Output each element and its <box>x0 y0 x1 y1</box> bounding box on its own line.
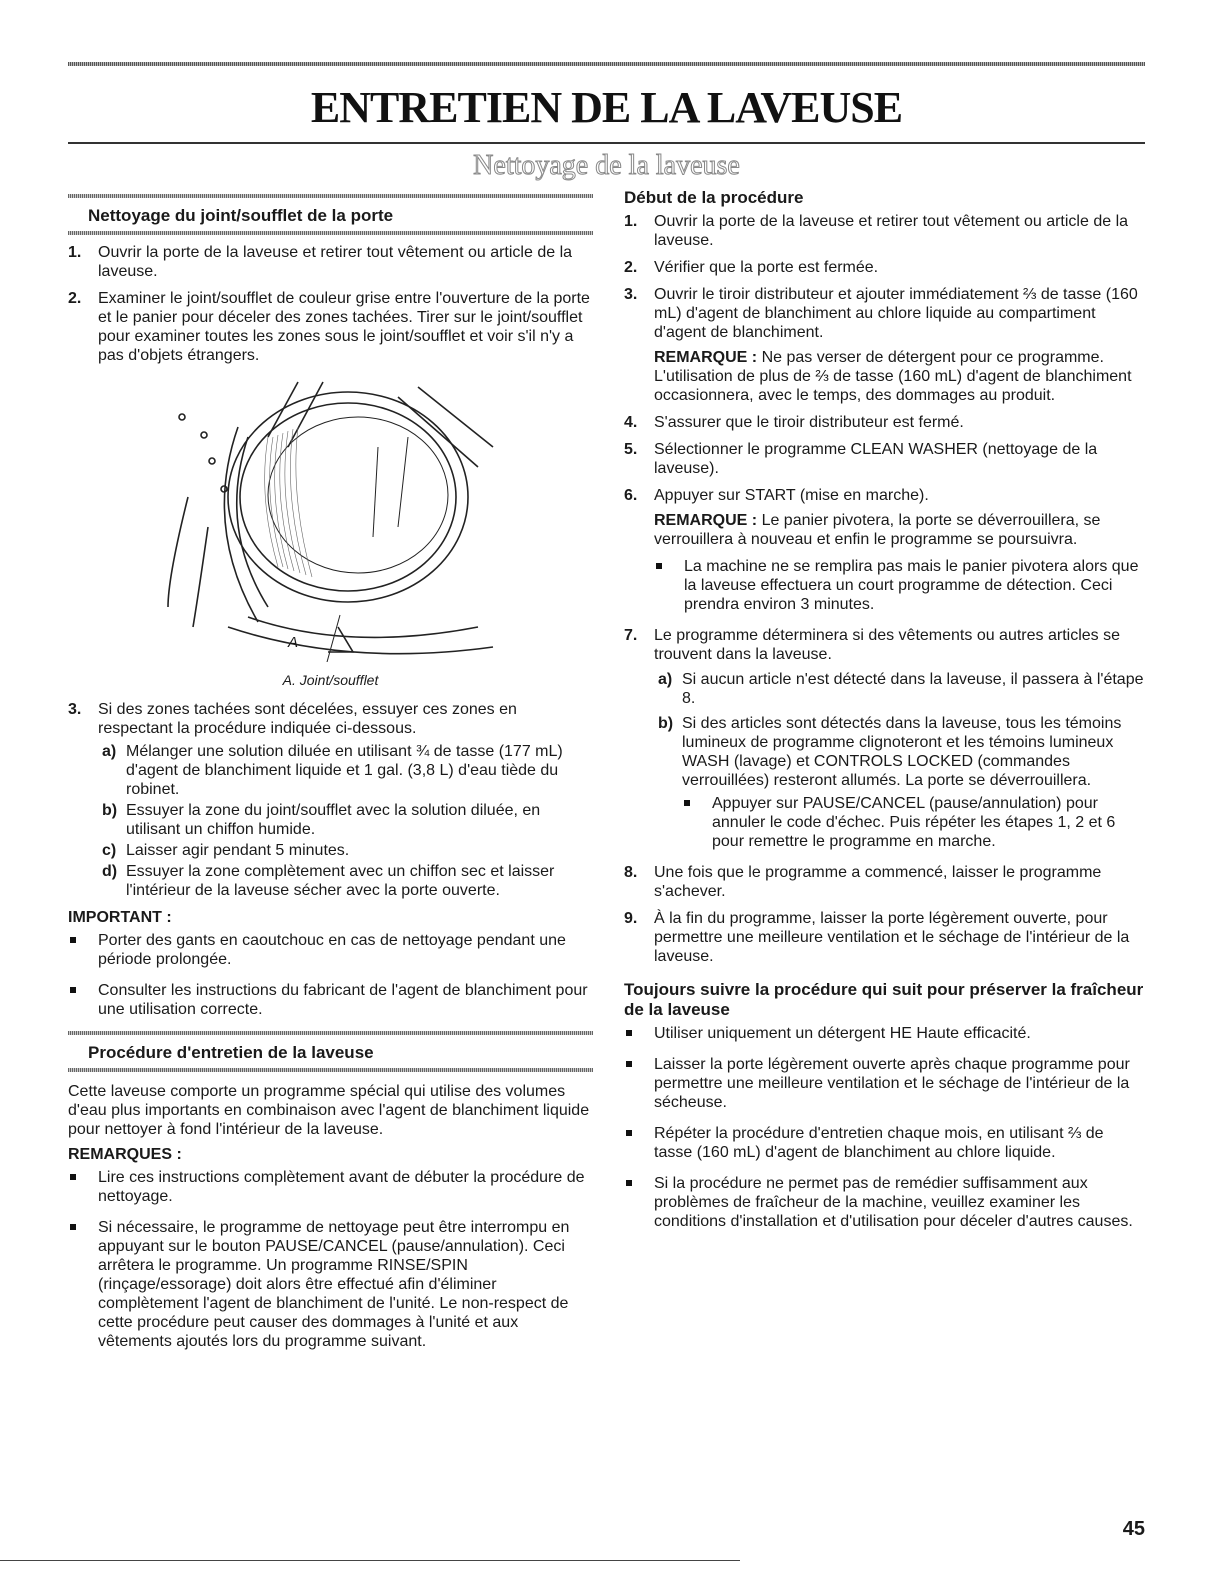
section-title-gasket: Nettoyage du joint/soufflet de la porte <box>88 206 394 225</box>
section-rule <box>68 1068 593 1072</box>
section-title-freshness: Toujours suivre la procédure qui suit pour préserver la fraîcheur de la laveuse <box>624 980 1144 1019</box>
title-rule <box>68 142 1145 144</box>
bottom-rule <box>0 1560 740 1561</box>
list-item: Lire ces instructions complètement avant de débuter la procédure de nettoyage. <box>68 1168 593 1206</box>
remark: REMARQUE : Le panier pivotera, la porte se déverrouillera, se verrouillera à nouveau et enfin le programme se poursuivra. <box>654 512 1101 548</box>
list-item: Répéter la procédure d'entretien chaque mois, en utilisant ⅔ de tasse (160 mL) d'agent de blanchiment au chlore liquide. <box>624 1124 1144 1162</box>
list-item: Utiliser uniquement un détergent HE Haute efficacité. <box>624 1024 1144 1043</box>
procedure-steps <box>624 212 1144 966</box>
page-subtitle: Nettoyage de la laveuse <box>473 150 740 181</box>
list-item: 2. Vérifier que la porte est fermée. <box>624 259 879 276</box>
page-number: 45 <box>1122 1518 1145 1540</box>
list-item: a) Si aucun article n'est détecté dans la laveuse, il passera à l'étape 8. <box>658 671 1144 707</box>
list-item: 1. Ouvrir la porte de la laveuse et retirer tout vêtement ou article de la laveuse. <box>68 244 573 280</box>
gasket-substeps <box>98 742 593 900</box>
maintenance-intro: Cette laveuse comporte un programme spécial qui utilise des volumes d'eau plus importants en combinaison avec l'agent de blanchiment liquide pour nettoyer à fond l'intérieur de la laveuse. <box>68 1083 590 1138</box>
list-item: 9. À la fin du programme, laisser la porte légèrement ouverte, pour permettre une meilleure ventilation et le séchage de l'intérieur de la laveuse. <box>624 910 1130 965</box>
washer-door-gasket-drawing <box>148 377 508 662</box>
section-rule <box>68 231 593 235</box>
top-hatched-rule <box>68 62 1145 66</box>
list-item: a) Mélanger une solution diluée en utilisant ¾ de tasse (177 mL) d'agent de blanchiment liquide et 1 gal. (3,8 L) d'eau tiède du robinet. <box>102 743 563 798</box>
step6-bullets <box>654 557 1144 614</box>
step7-substeps <box>654 670 1144 851</box>
list-item: La machine ne se remplira pas mais le panier pivotera alors que la laveuse effectuera un court programme de détection. Ceci prendra environ 3 minutes. <box>654 557 1144 614</box>
figure-caption: A. Joint/soufflet <box>282 672 379 688</box>
list-item: 7. Le programme déterminera si des vêtements ou autres articles se trouvent dans la laveuse. a) Si aucun article n'est détecté dans la laveuse, il passera à l'étape 8. b) Si des articles sont détectés dans la laveuse, tous les témoins lumineux de programme clignoteront et les témoins lumineux WASH (lavage) et CONTROLS LOCKED (commandes verrouillées) resteront allumés. La porte se déverrouillera. Appuyer sur PAUSE/CANCEL (pause/annulation) pour annuler le code d'échec. Puis répéter les étapes 1, 2 et 6 pour remettre le programme en marche. <box>624 627 1144 850</box>
section-title-maintenance: Procédure d'entretien de la laveuse <box>88 1043 374 1062</box>
right-column <box>624 188 1144 1243</box>
list-item: Laisser la porte légèrement ouverte après chaque programme pour permettre une meilleure ventilation et le séchage de l'intérieur de la sécheuse. <box>624 1055 1144 1112</box>
list-item: Consulter les instructions du fabricant de l'agent de blanchiment pour une utilisation correcte. <box>68 981 593 1019</box>
list-item: 4. S'assurer que le tiroir distributeur est fermé. <box>624 414 964 431</box>
list-item: 2. Examiner le joint/soufflet de couleur grise entre l'ouverture de la porte et le panier pour déceler des zones tachées. Tirer sur le joint/soufflet pour examiner toutes les zones sous le joint/soufflet et voir s'il n'y a pas d'objets étrangers. <box>68 290 590 364</box>
list-item: 5. Sélectionner le programme CLEAN WASHER (nettoyage de la laveuse). <box>624 441 1098 477</box>
list-item: 1. Ouvrir la porte de la laveuse et retirer tout vêtement ou article de la laveuse. <box>624 213 1129 249</box>
list-item: Porter des gants en caoutchouc en cas de nettoyage pendant une période prolongée. <box>68 931 593 969</box>
freshness-list <box>624 1024 1144 1231</box>
important-list <box>68 931 593 1019</box>
list-item: Si nécessaire, le programme de nettoyage peut être interrompu en appuyant sur le bouton PAUSE/CANCEL (pause/annulation). Ceci arrêtera le programme. Un programme RINSE/SPIN (rinçage/essorage) doit alors être effectué afin d'éliminer complètement l'agent de blanchiment de l'unité. Le non-respect de cette procédure peut causer des dommages à l'unité et aux vêtements ajoutés lors du programme suivant. <box>68 1218 593 1351</box>
step7b-bullets <box>682 794 1144 851</box>
list-item: Appuyer sur PAUSE/CANCEL (pause/annulation) pour annuler le code d'échec. Puis répéter les étapes 1, 2 et 6 pour remettre le programme en marche. <box>682 794 1144 851</box>
page-title: ENTRETIEN DE LA LAVEUSE <box>310 83 903 132</box>
gasket-steps <box>68 243 593 365</box>
list-item: b) Essuyer la zone du joint/soufflet avec la solution diluée, en utilisant un chiffon humide. <box>102 802 541 838</box>
door-gasket-illustration <box>68 377 593 667</box>
remarks-label: REMARQUES : <box>68 1146 182 1163</box>
list-item: 3. Ouvrir le tiroir distributeur et ajouter immédiatement ⅔ de tasse (160 mL) d'agent de blanchiment au chlore liquide au compartiment d'agent de blanchiment. REMARQUE : Ne pas verser de détergent pour ce programme. L'utilisation de plus de ⅔ de tasse (160 mL) d'agent de blanchiment occasionnera, avec le temps, des dommages au produit. <box>624 285 1144 405</box>
important-label: IMPORTANT : <box>68 909 172 926</box>
remarks-list <box>68 1168 593 1351</box>
section-title-start-procedure: Début de la procédure <box>624 188 804 207</box>
list-item: 6. Appuyer sur START (mise en marche). REMARQUE : Le panier pivotera, la porte se déverrouillera, se verrouillera à nouveau et enfin le programme se poursuivra. La machine ne se remplira pas mais le panier pivotera alors que la laveuse effectuera un court programme de détection. Ceci prendra environ 3 minutes. <box>624 486 1144 614</box>
gasket-step-3 <box>68 700 593 900</box>
left-column <box>68 194 593 1363</box>
list-item: d) Essuyer la zone complètement avec un chiffon sec et laisser l'intérieur de la laveuse sécher avec la porte ouverte. <box>102 863 555 899</box>
list-item: 8. Une fois que le programme a commencé, laisser le programme s'achever. <box>624 864 1102 900</box>
list-item: 3. Si des zones tachées sont décelées, essuyer ces zones en respectant la procédure indiquée ci-dessous. a) Mélanger une solution diluée en utilisant ¾ de tasse (177 mL) d'agent de blanchiment liquide et 1 gal. (3,8 L) d'eau tiède du robinet. b) Essuyer la zone du joint/soufflet avec la solution diluée, en utilisant un chiffon humide. c) Laisser agir pendant 5 minutes. d) Essuyer la zone complètement avec un chiffon sec et laisser l'intérieur de la laveuse sécher avec la porte ouverte. <box>68 700 593 900</box>
list-item: c) Laisser agir pendant 5 minutes. <box>102 842 350 859</box>
remark: REMARQUE : Ne pas verser de détergent pour ce programme. L'utilisation de plus de ⅔ de tasse (160 mL) d'agent de blanchiment occasionnera, avec le temps, des dommages au produit. <box>654 349 1132 404</box>
list-item: b) Si des articles sont détectés dans la laveuse, tous les témoins lumineux de programme clignoteront et les témoins lumineux WASH (lavage) et CONTROLS LOCKED (commandes verrouillées) resteront allumés. La porte se déverrouillera. Appuyer sur PAUSE/CANCEL (pause/annulation) pour annuler le code d'échec. Puis répéter les étapes 1, 2 et 6 pour remettre le programme en marche. <box>654 714 1144 851</box>
list-item: Si la procédure ne permet pas de remédier suffisamment aux problèmes de fraîcheur de la machine, veuillez examiner les conditions d'installation et d'utilisation pour déceler d'autres causes. <box>624 1174 1144 1231</box>
figure-label-a: A <box>288 634 299 651</box>
